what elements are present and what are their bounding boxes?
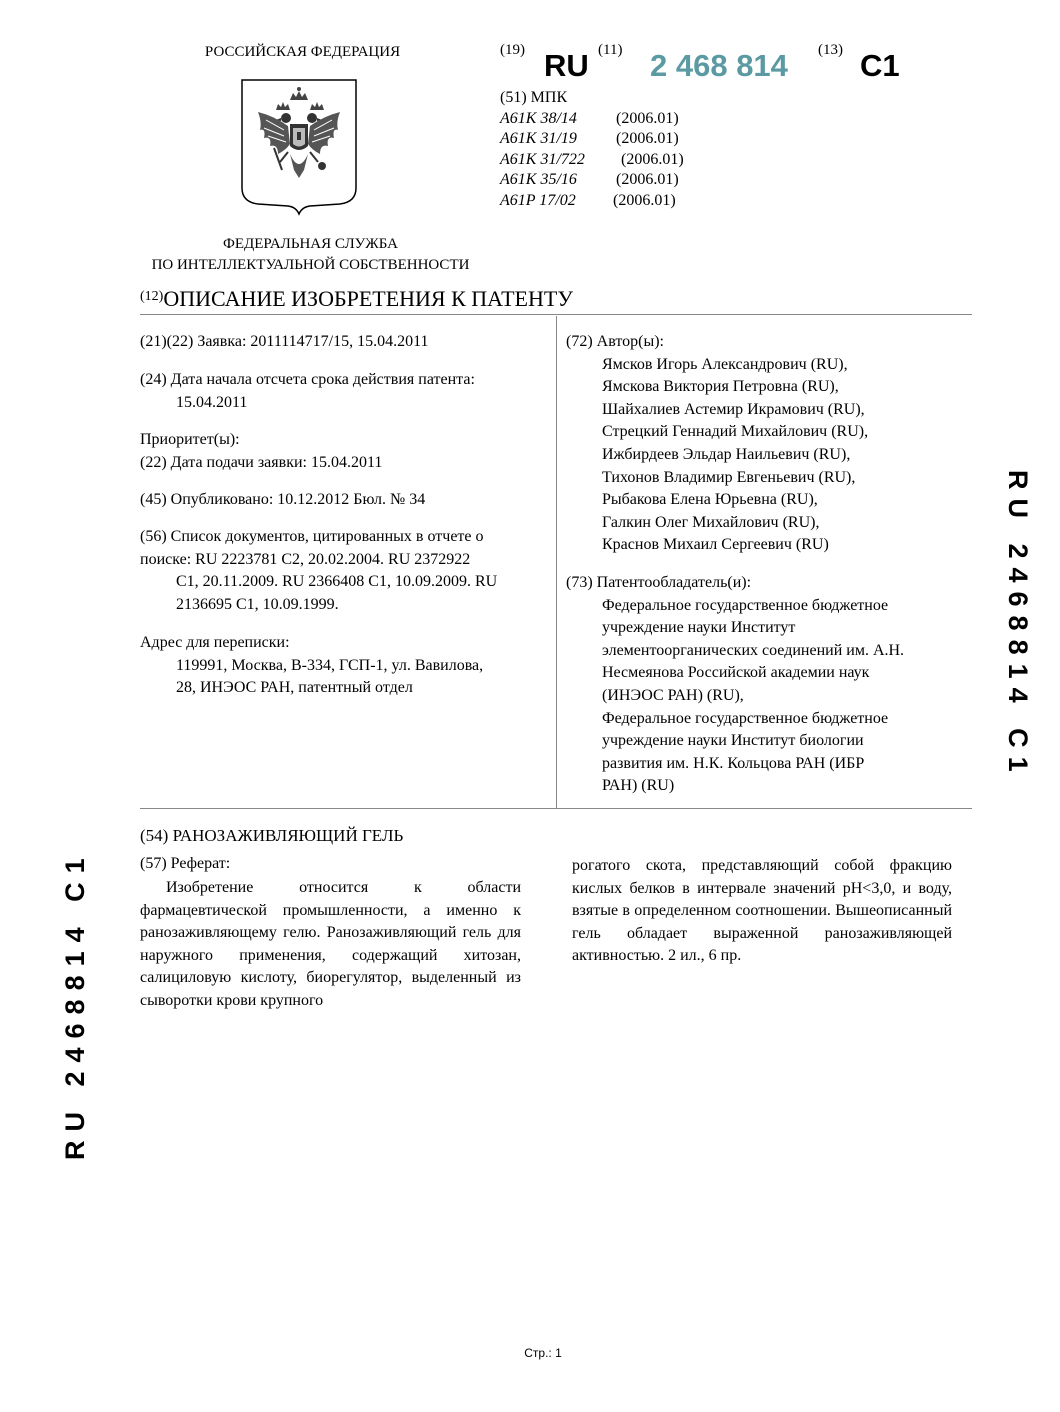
side-code-right: RU 2468814 C1 xyxy=(1003,470,1033,781)
ipc-row: A61K 35/16 (2006.01) xyxy=(500,171,679,188)
document-type-text: ОПИСАНИЕ ИЗОБРЕТЕНИЯ К ПАТЕНТУ xyxy=(163,286,573,311)
agency-name xyxy=(118,234,503,276)
author-name: Шайхалиев Астемир Икрамович (RU), xyxy=(602,400,865,418)
authors-label: (72) Автор(ы): xyxy=(566,333,664,350)
page-number: Стр.: 1 xyxy=(524,1346,562,1360)
author-name: Ямсков Игорь Александрович (RU), xyxy=(602,355,848,373)
cited-documents: (56) Список документов, цитированных в отчете о поиске: RU 2223781 C2, 20.02.2004. RU 2372922 C1, 20.11.2009. RU 2366408 C1, 10.09.2009. RU 2136695 C1, 10.09.1999. xyxy=(140,528,498,613)
agency-line-2: ПО ИНТЕЛЛЕКТУАЛЬНОЙ СОБСТВЕННОСТИ xyxy=(151,257,470,273)
owner-line: Федеральное государственное бюджетное xyxy=(602,596,889,614)
owner-line: Федеральное государственное бюджетное xyxy=(602,709,889,727)
country-code: RU xyxy=(544,48,589,83)
patent-owners xyxy=(566,572,966,798)
authors xyxy=(566,331,966,557)
column-divider xyxy=(556,316,557,808)
divider-bottom xyxy=(140,808,972,809)
author-name: Ижбирдеев Эльдар Наильевич (RU), xyxy=(602,445,851,463)
patent-number: 2 468 814 xyxy=(650,48,788,83)
owner-line: РАН) (RU) xyxy=(602,777,675,795)
divider-top xyxy=(140,314,972,315)
application-info: (21)(22) Заявка: 2011114717/15, 15.04.2011 xyxy=(140,333,429,350)
inid-code-19: (19) xyxy=(500,42,525,58)
correspondence-address: Адрес для переписки: 119991, Москва, В-334, ГСП-1, ул. Вавилова, 28, ИНЭОС РАН, патентный отдел xyxy=(140,634,484,696)
priority: Приоритет(ы): (22) Дата подачи заявки: 15.04.2011 xyxy=(140,431,383,471)
ipc-row: A61P 17/02 (2006.01) xyxy=(500,191,676,209)
author-name: Ямскова Виктория Петровна (RU), xyxy=(602,378,839,396)
owner-line: учреждение науки Институт xyxy=(602,619,796,637)
owner-line: элементоорганических соединений им. А.Н. xyxy=(602,641,905,659)
owner-line: Несмеянова Российской академии наук xyxy=(602,664,870,682)
inid-code-12: (12) xyxy=(140,289,164,304)
owners-label: (73) Патентообладатель(и): xyxy=(566,574,752,591)
abstract-text-left: Изобретение относится к области фармацевтической промышленности, а именно к ранозаживляющему гелю. Ранозаживляющий гель для наружного применения, содержащий хитозан, салициловую кислоту, биорегулятор, выделенный из сыворотки крови крупного xyxy=(140,879,521,1009)
invention-title: (54) РАНОЗАЖИВЛЯЮЩИЙ ГЕЛЬ xyxy=(140,826,404,845)
author-name: Галкин Олег Михайлович (RU), xyxy=(602,513,820,531)
author-name: Краснов Михаил Сергеевич (RU) xyxy=(602,536,829,554)
owner-line: учреждение науки Институт биологии xyxy=(602,732,864,750)
author-name: Рыбакова Елена Юрьевна (RU), xyxy=(602,491,818,509)
publication-code xyxy=(500,38,920,88)
coat-of-arms-icon xyxy=(240,78,358,216)
owner-line: развития им. Н.К. Кольцова РАН (ИБР xyxy=(602,754,865,772)
agency-line-1: ФЕДЕРАЛЬНАЯ СЛУЖБА xyxy=(223,236,398,252)
ipc-label: (51) МПК xyxy=(500,89,568,106)
kind-code: C1 xyxy=(860,48,900,83)
owner-line: (ИНЭОС РАН) (RU), xyxy=(602,686,744,704)
author-name: Тихонов Владимир Евгеньевич (RU), xyxy=(602,468,856,486)
abstract-label: (57) Реферат: xyxy=(140,855,231,872)
state-emblem xyxy=(240,78,358,216)
ipc-row: A61K 31/722 (2006.01) xyxy=(500,150,684,168)
side-code-left: RU 2468814 C1 xyxy=(60,849,90,1160)
inid-code-11: (11) xyxy=(598,42,623,58)
term-start: (24) Дата начала отсчета срока действия патента: 15.04.2011 xyxy=(140,371,475,411)
ipc-row: A61K 31/19 (2006.01) xyxy=(500,130,679,147)
document-type-title xyxy=(140,286,573,312)
ipc-classification xyxy=(500,88,684,211)
abstract-text-right: рогатого скота, представляющий собой фракцию кислых белков в интервале значений pH<3,0, и воду, взятые в определенном соотношении. Вышеописанный гель обладает выраженной ранозаживляющей активностью. 2 ил., 6 пр. xyxy=(572,857,952,965)
author-name: Стрецкий Геннадий Михайлович (RU), xyxy=(602,423,869,441)
inid-code-13: (13) xyxy=(818,42,843,58)
country-name: РОССИЙСКАЯ ФЕДЕРАЦИЯ xyxy=(204,44,401,60)
publication-date: (45) Опубликовано: 10.12.2012 Бюл. № 34 xyxy=(140,491,426,508)
ipc-row: A61K 38/14 (2006.01) xyxy=(500,109,679,127)
